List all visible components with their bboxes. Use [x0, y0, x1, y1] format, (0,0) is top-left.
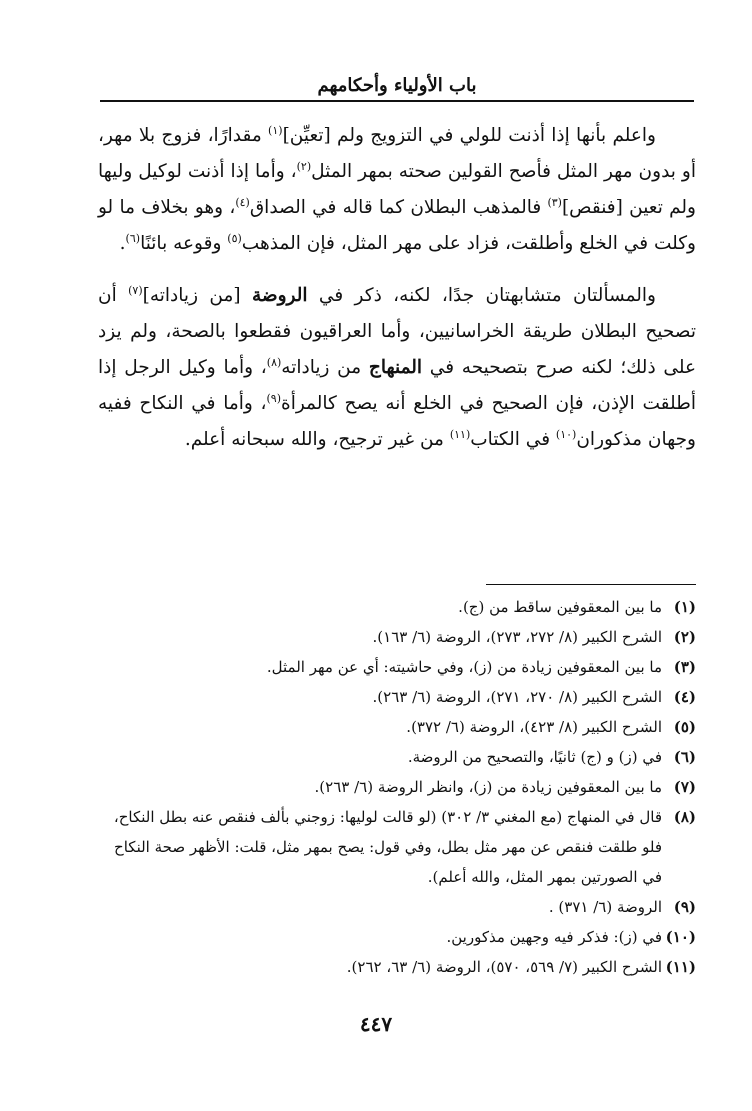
text-run: في الكتاب: [470, 429, 556, 450]
footnote-number: (٤): [673, 688, 696, 706]
footnote: [98, 802, 696, 892]
footnote-number: (١١): [665, 958, 696, 976]
text-run: والمسألتان متشابهتان جدًا، لكنه، ذكر في: [307, 285, 656, 306]
text-run: ، وأما إذا أذنت لوكيل وليها ولم تعين [فنقص]: [98, 161, 696, 218]
footnote-marker: (١٠): [555, 427, 577, 441]
text-run: مقدارًا، فزوج بلا مهر، أو بدون مهر المثل فأصح القولين صحته بمهر المثل: [98, 125, 696, 182]
text-run: من زياداته: [281, 357, 369, 378]
footnote-number: (٩): [673, 898, 696, 916]
main-text: [98, 118, 696, 458]
text-run: وقوعه بائنًا: [140, 233, 228, 254]
footnote-text: الشرح الكبير (٨/ ٢٧٢، ٢٧٣)، الروضة (٦/ ١٦٣).: [372, 628, 662, 646]
footnote-number: (٨): [673, 808, 696, 826]
footnote-number: (١): [673, 598, 696, 616]
bold-term: المنهاج: [368, 357, 423, 378]
text-run: ، وهو بخلاف ما لو وكلت في الخلع وأطلقت، فزاد على مهر المثل، فإن المذهب: [98, 197, 696, 254]
footnote: [98, 682, 696, 712]
footnote: [98, 592, 696, 622]
footnote-marker: (٣): [547, 195, 562, 209]
footnote-number: (٧): [673, 778, 696, 796]
footnote: [98, 892, 696, 922]
header-rule: [100, 100, 694, 102]
footnote: [98, 622, 696, 652]
footnote-marker: (٤): [235, 195, 250, 209]
running-head: باب الأولياء وأحكامهم: [317, 75, 477, 96]
footnote: [98, 712, 696, 742]
text-run: من غير ترجيح، والله سبحانه أعلم.: [184, 429, 450, 450]
footnote: [98, 772, 696, 802]
text-run: ، وأما في النكاح ففيه وجهان مذكوران: [98, 393, 696, 450]
text-run: [من زياداته]: [142, 285, 252, 306]
footnote-number: (١٠): [665, 928, 696, 946]
bold-term: الروضة: [251, 285, 308, 306]
footnote-text: الشرح الكبير (٨/ ٢٧٠، ٢٧١)، الروضة (٦/ ٢٦٣).: [372, 688, 662, 706]
footnote-number: (٦): [673, 748, 696, 766]
footnote-number: (٣): [673, 658, 696, 676]
footnote-marker: (٥): [227, 231, 242, 245]
footnote: [98, 742, 696, 772]
footnote-text: الشرح الكبير (٨/ ٤٢٣)، الروضة (٦/ ٣٧٢).: [406, 718, 662, 736]
footnote-marker: (٩): [266, 391, 281, 405]
footnote-marker: (١): [268, 123, 283, 137]
footnote-marker: (٨): [266, 355, 282, 369]
footnote-text: ما بين المعقوفين ساقط من (ج).: [458, 598, 662, 616]
footnote-text: قال في المنهاج (مع المغني ٣/ ٣٠٢) (لو قالت لوليها: زوجني بألف فنقص عنه بطل النكاح، فلو طلقت فنقص عن مهر مثل بطل، وفي قول: يصح بمهر مثل، قلت: الأظهر صحة النكاح في الصورتين بمهر المثل، والله أعلم).: [113, 808, 662, 886]
footnote-separator: [486, 584, 696, 585]
footnote-marker: (٦): [125, 231, 141, 245]
footnote-marker: (١١): [449, 427, 471, 441]
footnote-text: ما بين المعقوفين زيادة من (ز)، وفي حاشيته: أي عن مهر المثل.: [266, 658, 662, 676]
text-run: فالمذهب البطلان كما قاله في الصداق: [249, 197, 548, 218]
footnote-text: الشرح الكبير (٧/ ٥٦٩، ٥٧٠)، الروضة (٦/ ٦٣، ٢٦٢).: [346, 958, 662, 976]
paragraph: [98, 278, 696, 458]
page-number: ٤٤٧: [359, 1012, 393, 1036]
footnote-text: ما بين المعقوفين زيادة من (ز)، وانظر الروضة (٦/ ٢٦٣).: [314, 778, 662, 796]
text-run: أن تصحيح البطلان طريقة الخراسانيين، وأما العراقيون فقطعوا بالصحة، ولم يزد على ذلك؛ لكنه صرح بتصحيحه في: [98, 285, 696, 378]
footnote: [98, 922, 696, 952]
paragraph: [98, 118, 696, 262]
text-run: ، وأما وكيل الرجل إذا أطلقت الإذن، فإن الصحيح في الخلع أنه يصح كالمرأة: [98, 357, 696, 414]
footnote-number: (٢): [673, 628, 696, 646]
footnote: [98, 952, 696, 982]
text-run: .: [119, 233, 126, 254]
footnotes: [98, 592, 696, 982]
footnote-marker: (٧): [128, 283, 143, 297]
footnote-marker: (٢): [296, 159, 312, 173]
footnote-text: الروضة (٦/ ٣٧١) .: [548, 898, 662, 916]
footnote: [98, 652, 696, 682]
text-run: واعلم بأنها إذا أذنت للولي في التزويج ولم [تعيِّن]: [282, 125, 656, 146]
footnote-text: في (ز): فذكر فيه وجهين مذكورين.: [446, 928, 662, 946]
footnote-number: (٥): [673, 718, 696, 736]
footnote-text: في (ز) و (ج) ثانيًا، والتصحيح من الروضة.: [407, 748, 662, 766]
